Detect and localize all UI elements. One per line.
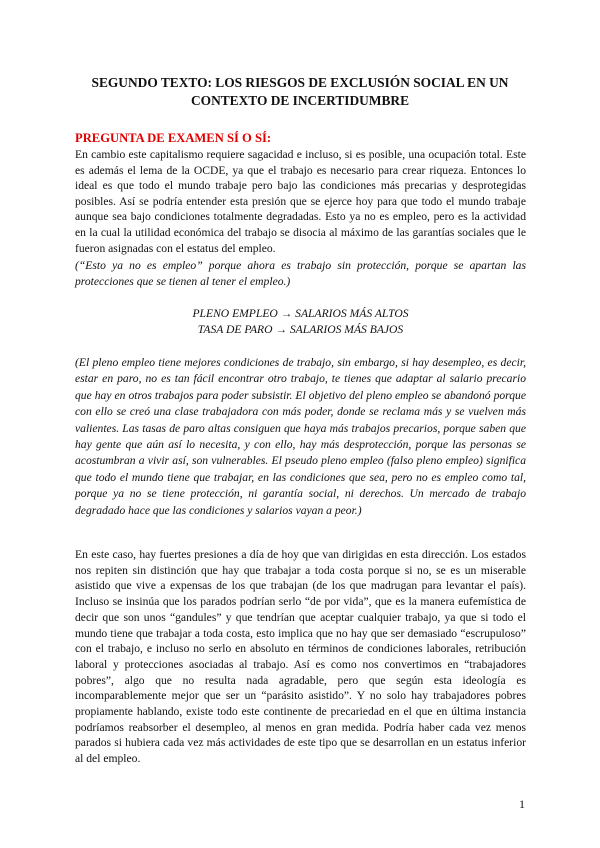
exam-question-label: PREGUNTA DE EXAMEN SÍ O SÍ: xyxy=(75,131,272,145)
paragraph-1: En cambio este capitalismo requiere sagacidad e incluso, si es posible, una ocupación total. Este es además el lema de la OCDE, ya que el trabajo es necesario para crear riqueza. Entonces lo ideal es que todo el mundo trabaje pero bajo las condiciones más precarias y desprotegidas posibles. Así se podría entender esta presión que se ejerce hoy para que todo el mundo trabaje aunque sea bajo condiciones totalmente degradadas. Esto ya no es empleo, pero es la actividad en la cual la utilidad económica del trabajo se disocia al máximo de las garantías sociales que le fueron asignadas con el estatus del empleo. xyxy=(75,148,526,255)
annotation-note-2: (El pleno empleo tiene mejores condiciones de trabajo, sin embargo, si hay desempleo, es decir, estar en paro, no es tan fácil encontrar otro trabajo, te tienes que adaptar al salario precario que hay en otros trabajos para poder subsistir. El objetivo del pleno empleo se abandonó porque con ello se creó una clase trabajadora con más poder, donde se reclama más y se vuelven más valientes. Las tasas de paro altas consiguen que haya más trabajos precarios, porque saben que hay gente que aún así lo necesita, y con ello, hay más desprotección, porque las personas se acostumbran a vivir así, son vulnerables. El pseudo pleno empleo (falso pleno empleo) significa que todo el mundo tiene que trabajar, en las condiciones que sea, pero no es empleo como tal, porque ya no se tiene protección, ni garantía social, ni derechos. Un mercado de trabajo degradado hace que las condiciones y salarios vayan a peor.) xyxy=(75,356,526,517)
document-title: SEGUNDO TEXTO: LOS RIESGOS DE EXCLUSIÓN SOCIAL EN UN CONTEXTO DE INCERTIDUMBRE xyxy=(91,75,509,108)
paragraph-2: En este caso, hay fuertes presiones a día de hoy que van dirigidas en esta dirección. Los estados nos repiten sin distinción que hay que trabajar a toda costa porque si no, se es un miserable asistido que vive a expensas de los que trabajan (de los que madrugan para levantar el país). Incluso se insinúa que los parados podrían serlo “de por vida”, que es la manera eufemística de decir que son unos “gandules” y que tendrían que aceptar cualquier trabajo, ya que si todo el mundo tiene que trabajar a toda costa, esto implica que no hay que ser demasiado “escrupuloso” con el trabajo, e incluso no serlo en absoluto en términos de condiciones laborales, retribución laboral y protecciones asociadas al trabajo. Así es como nos convertimos en “trabajadores pobres”, algo que no resulta nada agradable, pero que según esta ideología es incomparablemente mejor que ser un “parásito asistido”. Y no solo hay trabajadores pobres propiamente hablando, existe todo este continente de precariedad en el que en última instancia podríamos reabsorber el desempleo, al menos en gran medida. Podría haber cada vez menos parados si hubiera cada vez más actividades de este tipo que se desarrollan en un estatus inferior al del empleo. xyxy=(75,548,526,766)
page-number: 1 xyxy=(519,797,525,811)
relation-line-2: TASA DE PARO → SALARIOS MÁS BAJOS xyxy=(197,323,404,336)
relation-line-1: PLENO EMPLEO → SALARIOS MÁS ALTOS xyxy=(192,307,409,320)
annotation-note-1: (“Esto ya no es empleo” porque ahora es trabajo sin protección, porque se apartan las protecciones que se tienen al tener el empleo.) xyxy=(75,259,526,288)
